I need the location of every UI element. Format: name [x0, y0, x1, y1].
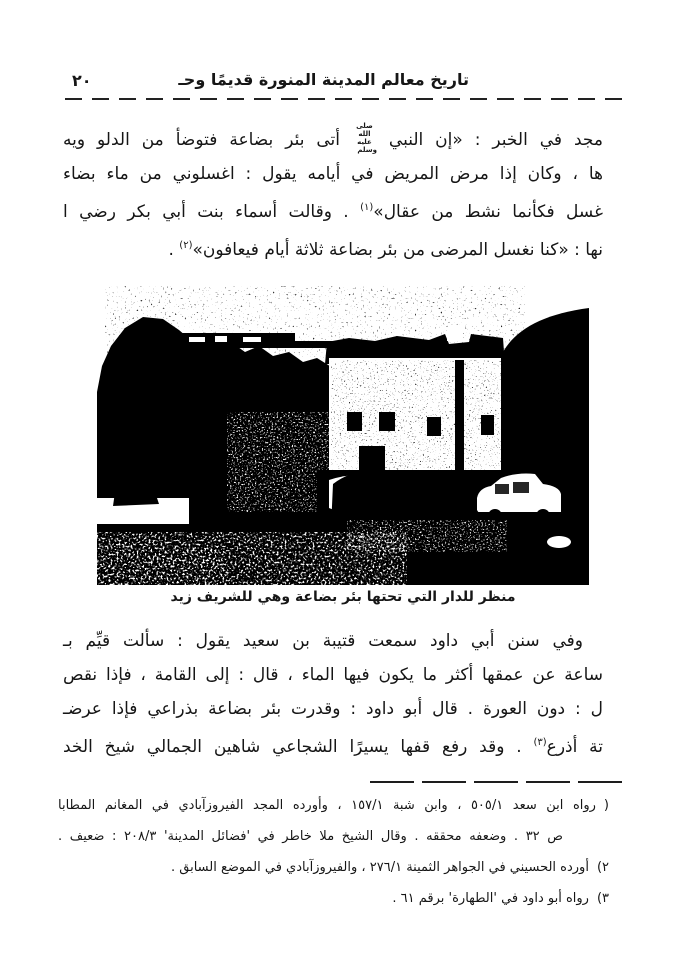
photo-illustration [97, 284, 589, 585]
paragraph-line: نها : «كنا نغسل المرضى من بئر بضاعة ثلاثة أيام فيعافون»$^{(٢)}$ . [168, 240, 603, 261]
paragraph-line: ل : دون العورة . قال أبو داود : وقدرت بئر بضاعة بذراعي فإذا عرضـ [63, 699, 603, 719]
paragraph-line: مجد في الخبر : «إن النبي صلى الله عليه وسلم أتى بئر بضاعة فتوضأ من الدلو ويه [63, 122, 603, 155]
photo-caption: منظر للدار التي تحتها بئر بضاعة وهي للشريف زيد [170, 589, 516, 605]
paragraph-line: غسل فكأنما نشط من عقال»$^{(١)}$ . وقالت أسماء بنت أبي بكر رضي ا [63, 202, 603, 223]
bir-budaah-photo [97, 284, 589, 585]
footnotes [58, 790, 609, 914]
footnote-line: (رواه ابن سعد ٥٠٥/١ ، وابن شبة ١٥٧/١ ، وأورده المجد الفيروزآبادي في المغانم المطابا [58, 798, 609, 813]
paragraph-line: تة أذرع$^{(٣)}$ . وقد رفع قفها يسيرًا الشجاعي شاهين الجمالي شيخ الخد [63, 737, 603, 757]
running-header-title: تاريخ معالم المدينة المنورة قديمًا وحـ [178, 70, 469, 89]
footnote-line: ص ٣٢ . وضعفه محققه . وقال الشيخ ملا خاطر في 'فضائل المدينة' ٢٠٨/٣ : ضعيف . [58, 829, 563, 844]
paragraph-1 [63, 122, 603, 267]
paragraph-line: وفي سنن أبي داود سمعت قتيبة بن سعيد يقول : سألت قيِّم بـ [63, 631, 583, 651]
header-rule [55, 98, 622, 100]
paragraph-2 [63, 624, 603, 764]
footnote-line: ٣)رواه أبو داود في 'الطهارة' برقم ٦١ . [392, 891, 609, 906]
footnote-line: ٢)أورده الحسيني في الجواهر الثمينة ٢٧٦/١ ، والفيروزآبادي في الموضع السابق . [170, 860, 609, 875]
footnote-separator [368, 781, 622, 783]
paragraph-line: ساعة عن عمقها أكثر ما يكون فيها الماء ، قال : إلى القامة ، فإذا نقص [63, 665, 603, 685]
page-number: ٢٠ [72, 71, 92, 90]
paragraph-line: ها ، وكان إذا مرض المريض في أيامه يقول : اغسلوني من ماء بضاء [63, 164, 603, 185]
photo-building [325, 328, 505, 480]
